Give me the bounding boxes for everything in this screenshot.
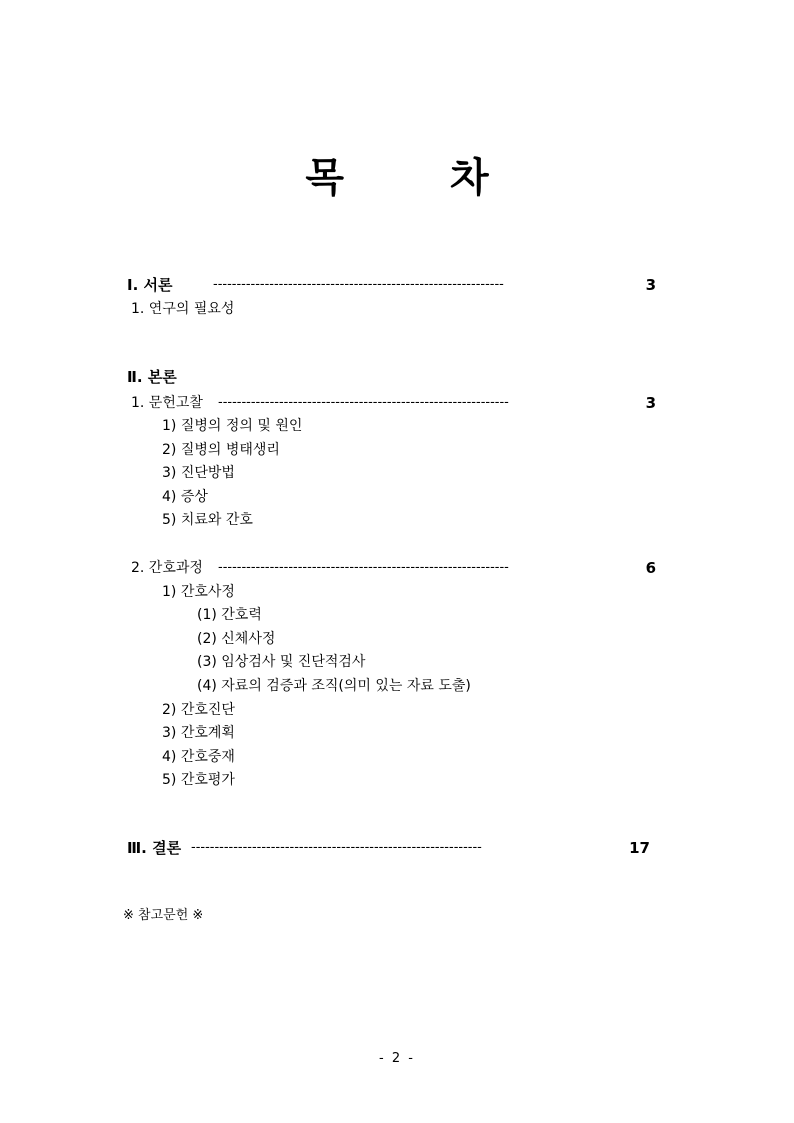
toc-item-2-1-5: 5) 치료와 간호: [162, 512, 253, 528]
section-3-page: 17: [629, 839, 650, 857]
toc-subitem-2-2-1-3: (3) 임상검사 및 진단적검사: [197, 654, 366, 670]
section-2-1-page: 3: [645, 394, 656, 412]
toc-item-2-2-1: 1) 간호사정: [162, 584, 235, 600]
section-2-2-leader: --------------------------------------------------------------: [218, 560, 509, 575]
toc-item-2-1-1: 1) 질병의 정의 및 원인: [162, 418, 303, 434]
section-1-page: 3: [645, 276, 656, 294]
section-1-leader: --------------------------------------------------------------: [213, 277, 504, 292]
section-2-1-heading: 1. 문헌고찰: [131, 395, 203, 411]
section-2-2-heading: 2. 간호과정: [131, 560, 203, 576]
section-2-2-page: 6: [645, 559, 656, 577]
section-2-1-leader: --------------------------------------------------------------: [218, 395, 509, 410]
toc-item-1-1: 1. 연구의 필요성: [131, 301, 235, 317]
toc-subitem-2-2-1-4: (4) 자료의 검증과 조직(의미 있는 자료 도출): [197, 678, 471, 694]
toc-item-2-2-2: 2) 간호진단: [162, 702, 235, 718]
toc-item-2-1-3: 3) 진단방법: [162, 465, 235, 481]
toc-item-2-1-2: 2) 질병의 병태생리: [162, 442, 280, 458]
references-heading: ※ 참고문헌 ※: [123, 908, 204, 923]
page-number: - 2 -: [379, 1051, 415, 1066]
toc-item-2-2-5: 5) 간호평가: [162, 772, 235, 788]
section-3-heading: Ⅲ. 결론: [127, 839, 182, 857]
section-1-heading: Ⅰ. 서론: [127, 276, 173, 294]
toc-item-2-2-3: 3) 간호계획: [162, 725, 235, 741]
toc-subitem-2-2-1-1: (1) 간호력: [197, 607, 262, 623]
toc-item-2-2-4: 4) 간호중재: [162, 749, 235, 765]
section-3-leader: --------------------------------------------------------------: [191, 840, 482, 855]
page-title: 목 차: [305, 155, 535, 201]
section-2-heading: Ⅱ. 본론: [127, 368, 177, 386]
toc-subitem-2-2-1-2: (2) 신체사정: [197, 631, 276, 647]
toc-item-2-1-4: 4) 증상: [162, 489, 208, 505]
